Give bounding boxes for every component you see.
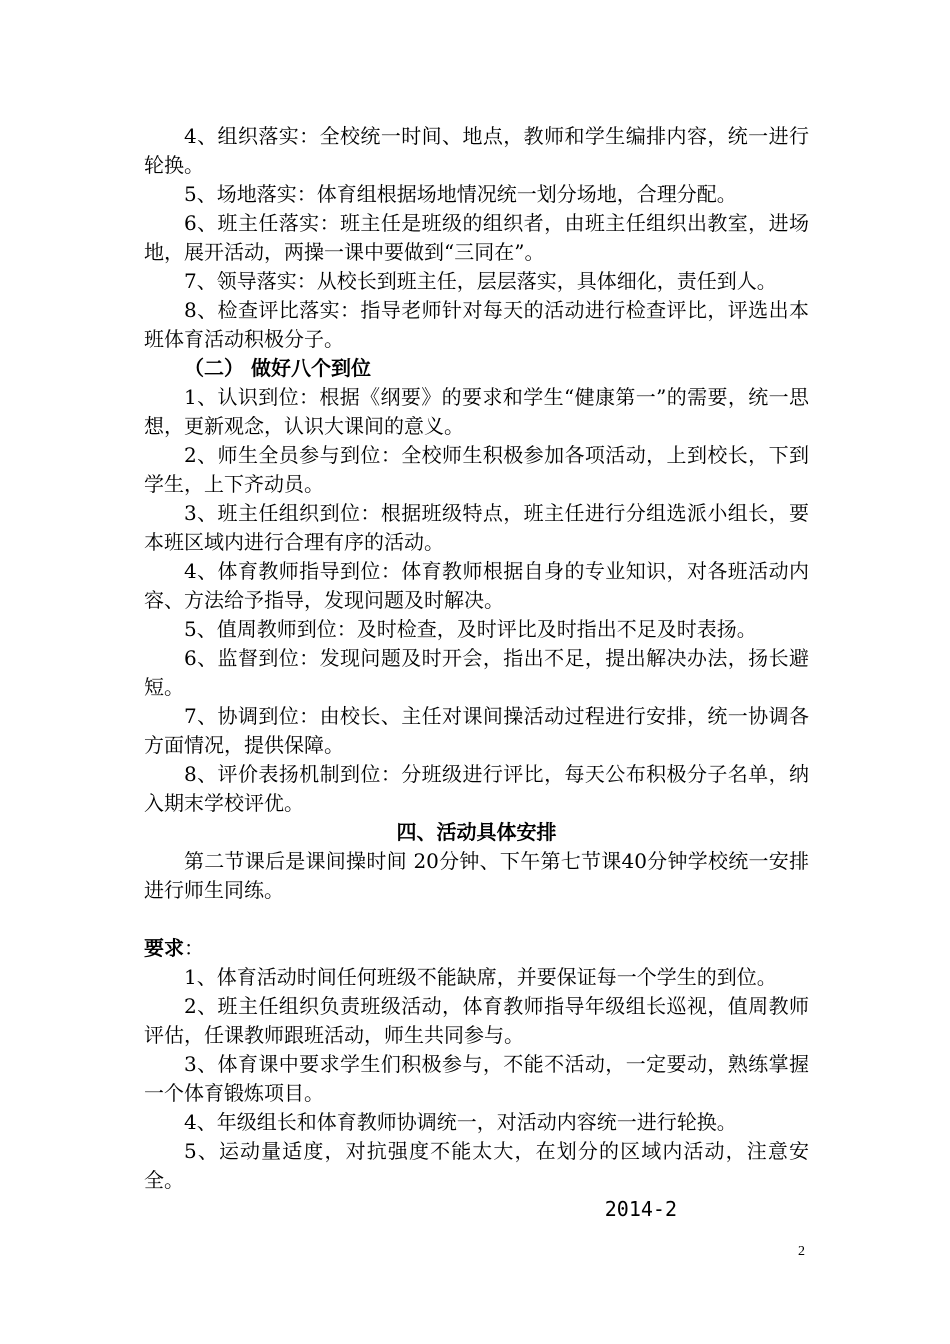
paragraph-requirement-5: 5、运动量适度，对抗强度不能太大，在划分的区域内活动，注意安全。 [144, 1139, 809, 1192]
requirements-label: 要求 [144, 936, 184, 960]
paragraph-item-b1: 1、认识到位：根据《纲要》的要求和学生“健康第一”的需要，统一思想，更新观念，认识大课间的意义。 [144, 385, 809, 438]
paragraph-item-b2: 2、师生全员参与到位：全校师生积极参加各项活动，上到校长，下到学生，上下齐动员。 [144, 443, 809, 496]
requirements-colon: ： [184, 936, 204, 960]
paragraph-item-b4: 4、体育教师指导到位：体育教师根据自身的专业知识，对各班活动内容、方法给予指导，发现问题及时解决。 [144, 559, 809, 612]
section-heading-arrangement: 四、活动具体安排 [396, 820, 557, 844]
paragraph-item-b6: 6、监督到位：发现问题及时开会，指出不足，提出解决办法，扬长避短。 [144, 646, 809, 699]
paragraph-requirement-2: 2、班主任组织负责班级活动，体育教师指导年级组长巡视，值周教师评估，任课教师跟班活动，师生共同参与。 [144, 994, 809, 1047]
document-body [144, 122, 809, 1224]
paragraph-item-b5: 5、值周教师到位：及时检查，及时评比及时指出不足及时表扬。 [184, 617, 757, 641]
paragraph-requirement-1: 1、体育活动时间任何班级不能缺席，并要保证每一个学生的到位。 [184, 965, 777, 989]
paragraph-item-a6: 6、班主任落实：班主任是班级的组织者，由班主任组织出教室，进场地，展开活动，两操一课中要做到“三同在”。 [144, 211, 809, 264]
paragraph-section-text: 第二节课后是课间操时间 20分钟、下午第七节课40分钟学校统一安排进行师生同练。 [144, 849, 809, 902]
paragraph-item-b7: 7、协调到位：由校长、主任对课间操活动过程进行安排，统一协调各方面情况，提供保障。 [144, 704, 809, 757]
subheading-eight-positions: （二） 做好八个到位 [184, 356, 371, 380]
paragraph-item-a4: 4、组织落实：全校统一时间、地点，教师和学生编排内容，统一进行轮换。 [144, 124, 809, 177]
requirements-heading [144, 934, 809, 963]
paragraph-item-b8: 8、评价表扬机制到位：分班级进行评比，每天公布积极分子名单，纳入期末学校评优。 [144, 762, 809, 815]
document-date: 2014-2 [604, 1197, 677, 1221]
paragraph-requirement-3: 3、体育课中要求学生们积极参与，不能不活动，一定要动，熟练掌握一个体育锻炼项目。 [144, 1052, 809, 1105]
paragraph-item-a5: 5、场地落实：体育组根据场地情况统一划分场地，合理分配。 [184, 182, 737, 206]
page-number: 2 [798, 1244, 805, 1259]
blank-line [144, 905, 809, 934]
paragraph-item-a8: 8、检查评比落实：指导老师针对每天的活动进行检查评比，评选出本班体育活动积极分子。 [144, 298, 809, 351]
paragraph-item-a7: 7、领导落实：从校长到班主任，层层落实，具体细化，责任到人。 [184, 269, 777, 293]
paragraph-requirement-4: 4、年级组长和体育教师协调统一，对活动内容统一进行轮换。 [184, 1110, 737, 1134]
paragraph-item-b3: 3、班主任组织到位：根据班级特点，班主任进行分组选派小组长，要本班区域内进行合理有序的活动。 [144, 501, 809, 554]
